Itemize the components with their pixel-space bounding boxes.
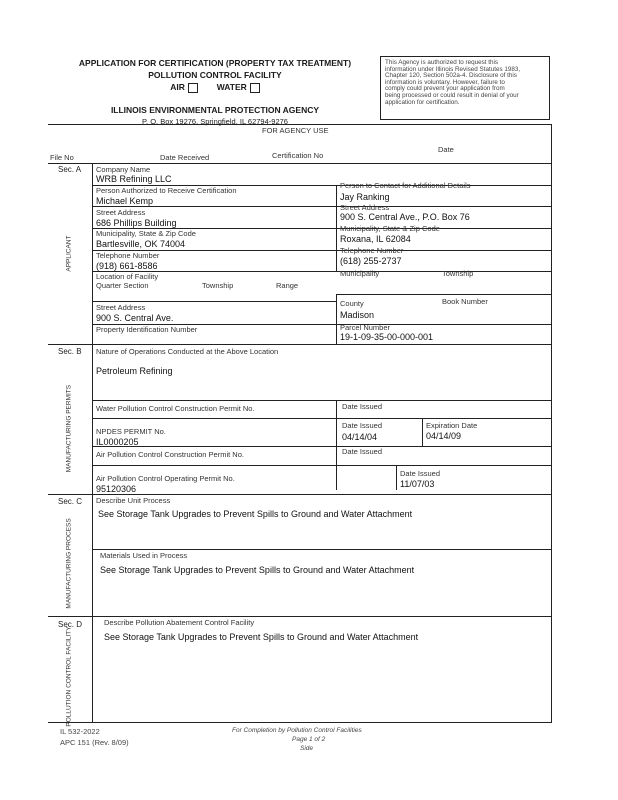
city-label-left: Municipality, State & Zip Code	[96, 229, 196, 238]
authorized-person-value[interactable]: Michael Kemp	[96, 196, 154, 206]
street-facility-label: Street Address	[96, 303, 146, 312]
npdes-date-value[interactable]: 04/14/04	[342, 432, 378, 442]
air-operating-label: Air Pollution Control Operating Permit No.	[96, 474, 235, 483]
parcel-label: Parcel Number	[340, 323, 391, 332]
date-received-label: Date Received	[160, 153, 210, 162]
city-value-left[interactable]: Bartlesville, OK 74004	[96, 239, 186, 249]
form-title-line2: POLLUTION CONTROL FACILITY	[148, 70, 282, 80]
sec-b-label: Sec. B	[58, 347, 82, 356]
sec-c-side-label: MANUFACTURING PROCESS	[65, 518, 73, 609]
street-facility-value[interactable]: 900 S. Central Ave.	[96, 313, 174, 323]
notice-line: application for certification.	[385, 98, 460, 106]
air-operating-date-value[interactable]: 11/07/03	[400, 479, 435, 489]
phone-value-left[interactable]: (918) 661-8586	[96, 261, 158, 271]
date-issued-label-1: Date Issued	[342, 402, 383, 411]
npdes-value[interactable]: IL0000205	[96, 437, 139, 447]
municipality-label: Municipality	[340, 269, 380, 278]
footer-page: Page 1 of 2	[292, 736, 326, 743]
certification-no-label: Certification No	[272, 151, 324, 160]
contact-person-value[interactable]: Jay Ranking	[340, 192, 390, 202]
street-value-left[interactable]: 686 Phillips Building	[96, 218, 177, 228]
property-id-label: Property Identification Number	[96, 325, 198, 334]
agency-use-title: FOR AGENCY USE	[262, 126, 329, 135]
water-construction-label: Water Pollution Control Construction Permit No.	[96, 404, 255, 413]
book-number-label: Book Number	[442, 297, 488, 306]
phone-label-left: Telephone Number	[96, 251, 160, 260]
city-label-right: Municipality, State & Zip Code	[340, 224, 440, 233]
air-checkbox[interactable]	[188, 83, 198, 93]
location-label: Location of Facility	[96, 272, 159, 281]
phone-label-right: Telephone Number	[340, 246, 404, 255]
quarter-section-label: Quarter Section	[96, 281, 149, 290]
file-no-label: File No	[50, 153, 74, 162]
nature-value[interactable]: Petroleum Refining	[96, 366, 173, 376]
describe-process-label: Describe Unit Process	[96, 496, 171, 505]
sec-a-label: Sec. A	[58, 165, 82, 174]
footer-note: For Completion by Pollution Control Facilities	[232, 727, 362, 734]
air-label: AIR	[170, 82, 185, 92]
expiration-label: Expiration Date	[426, 421, 478, 430]
contact-person-label: Person to Contact for Additional Details	[340, 181, 471, 190]
notice-line: being processed or could result in denial of your	[385, 92, 519, 100]
agency-name: ILLINOIS ENVIRONMENTAL PROTECTION AGENCY	[110, 104, 320, 115]
materials-label: Materials Used in Process	[100, 551, 188, 560]
date-issued-label-4: Date Issued	[400, 469, 441, 478]
sec-d-side-label: POLLUTION CONTROL FACILITY	[65, 626, 73, 727]
form-header	[60, 58, 370, 126]
form-number-2: APC 151 (Rev. 8/09)	[60, 738, 129, 747]
phone-value-right[interactable]: (618) 255-2737	[340, 256, 402, 266]
sec-a-side-label: APPLICANT	[65, 235, 73, 272]
agency-address: P. O. Box 19276, Springfield, IL 62794-9276	[142, 116, 288, 126]
npdes-label: NPDES PERMIT No.	[96, 427, 166, 436]
notice-line: comply could prevent your application from	[385, 85, 505, 93]
materials-value[interactable]: See Storage Tank Upgrades to Prevent Spills to Ground and Water Attachment	[100, 565, 415, 575]
notice-line: information is voluntary. However, failure to	[385, 78, 505, 86]
street-value-right[interactable]: 900 S. Central Ave., P.O. Box 76	[340, 212, 470, 222]
notice-box	[380, 56, 550, 120]
notice-line: This Agency is authorized to request this	[385, 59, 499, 66]
pollution-facility-label: Describe Pollution Abatement Control Facility	[104, 618, 255, 627]
form-number-1: IL 532-2022	[60, 727, 100, 736]
company-name-value[interactable]: WRB Refining LLC	[96, 174, 172, 184]
range-label: Range	[276, 281, 299, 290]
sec-b-side-label: MANUFACTURING PERMITS	[65, 384, 73, 473]
county-value[interactable]: Madison	[340, 310, 375, 320]
authorized-person-label: Person Authorized to Receive Certification	[96, 186, 237, 195]
expiration-value[interactable]: 04/14/09	[426, 431, 462, 441]
township-label-right: Township	[442, 269, 474, 278]
water-checkbox[interactable]	[250, 83, 260, 93]
county-label: County	[340, 299, 364, 308]
company-name-label: Company Name	[96, 165, 151, 174]
describe-process-value[interactable]: See Storage Tank Upgrades to Prevent Spills to Ground and Water Attachment	[98, 509, 413, 519]
nature-label: Nature of Operations Conducted at the Above Location	[96, 347, 279, 356]
township-label: Township	[202, 281, 234, 290]
sec-c-label: Sec. C	[58, 497, 83, 506]
pollution-facility-value[interactable]: See Storage Tank Upgrades to Prevent Spills to Ground and Water Attachment	[104, 632, 419, 642]
air-operating-value[interactable]: 95120306	[96, 484, 137, 494]
city-value-right[interactable]: Roxana, IL 62084	[340, 234, 411, 244]
form-title-line1: APPLICATION FOR CERTIFICATION (PROPERTY TAX TREATMENT)	[78, 58, 352, 68]
date-issued-label-3: Date Issued	[342, 447, 383, 456]
notice-line: Chapter 120, Section 502a-4. Disclosure of this	[385, 72, 517, 80]
water-label: WATER	[216, 82, 247, 92]
notice-line: information under Illinois Revised Statutes 1983,	[385, 65, 521, 73]
sec-d-label: Sec. D	[58, 620, 83, 629]
street-label-right: Street Address	[340, 203, 390, 212]
parcel-value[interactable]: 19-1-09-35-00-000-001	[340, 332, 434, 342]
form-type-row	[60, 82, 370, 93]
street-label-left: Street Address	[96, 208, 146, 217]
date-issued-label-2: Date Issued	[342, 421, 383, 430]
agency-date-label: Date	[438, 145, 454, 154]
footer-extra: Side	[300, 745, 314, 752]
air-construction-label: Air Pollution Control Construction Permit No.	[96, 450, 244, 459]
